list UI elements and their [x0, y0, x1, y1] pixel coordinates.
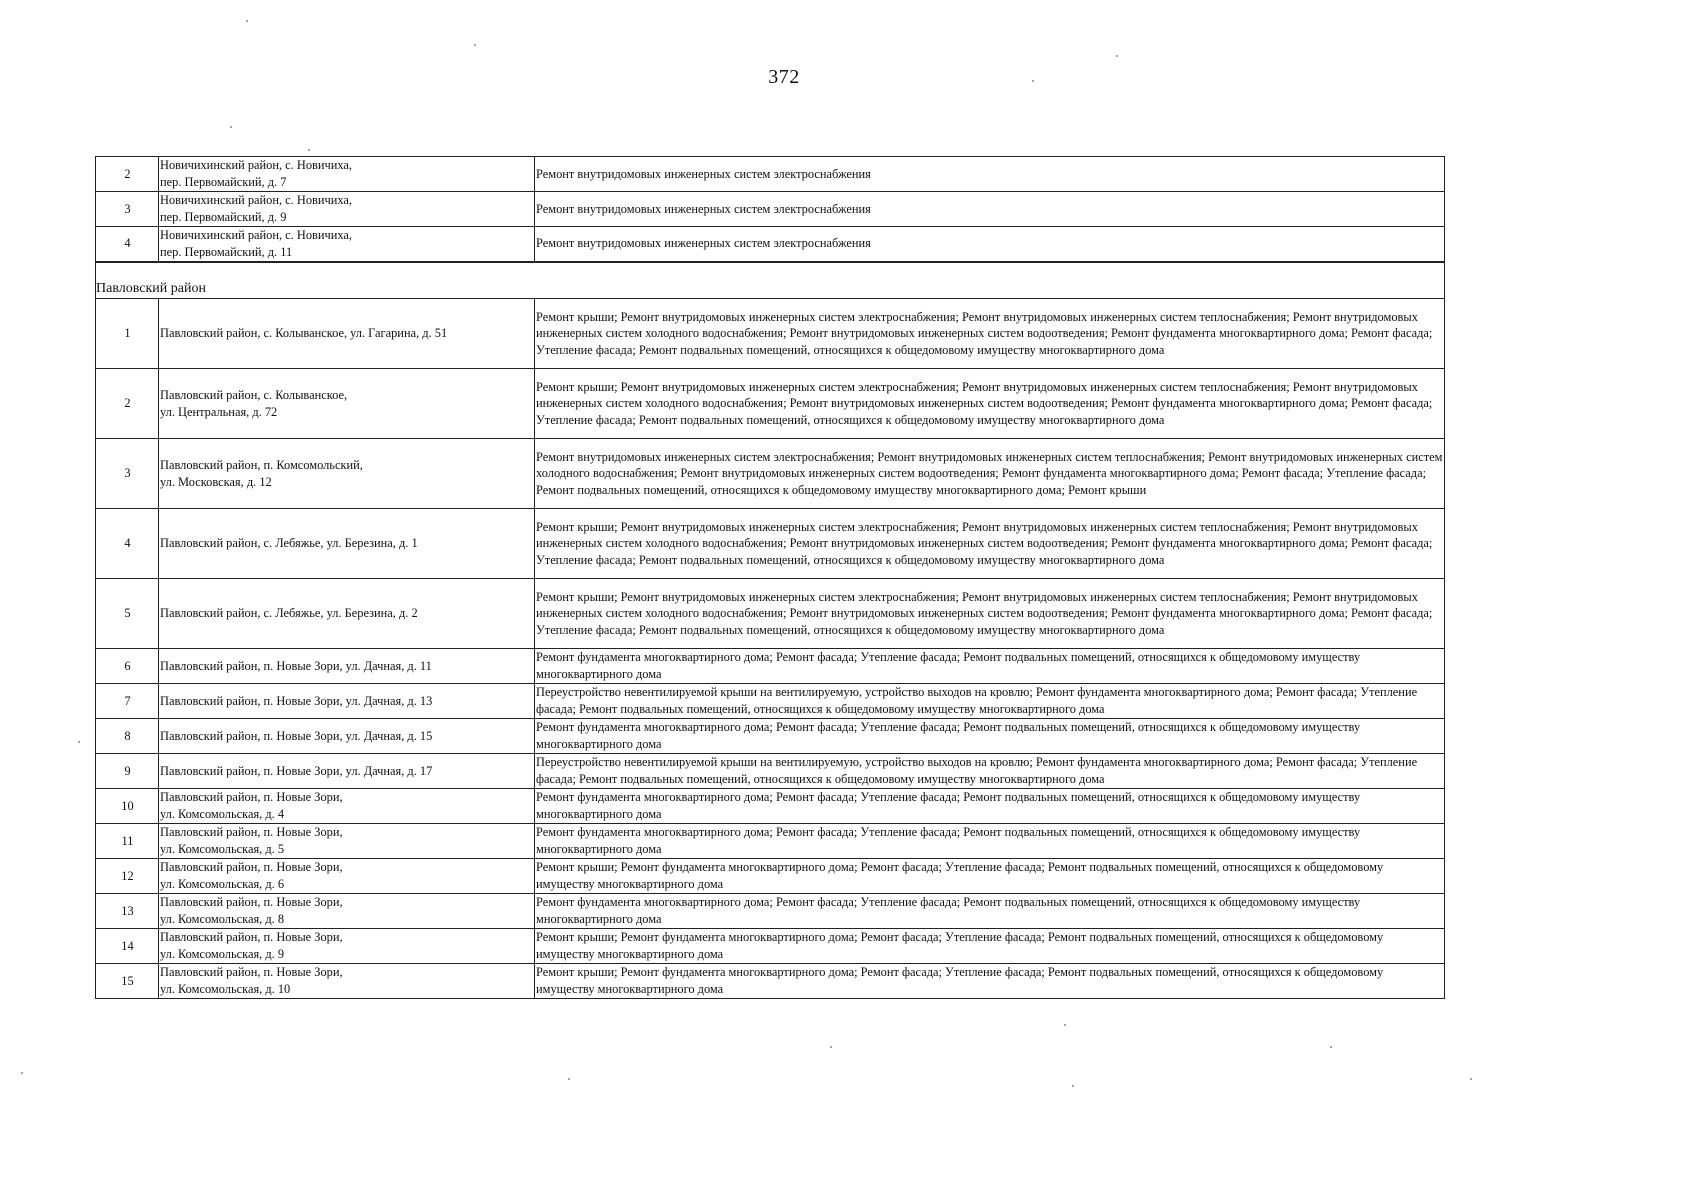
row-address: Павловский район, с. Лебяжье, ул. Березина, д. 2: [159, 579, 535, 649]
row-address: Павловский район, п. Новые Зори, ул. Дачная, д. 13: [159, 684, 535, 719]
scan-speck: [78, 741, 80, 743]
table-row: [96, 754, 1445, 789]
page-number: 372: [768, 66, 800, 88]
scan-speck: [1072, 1085, 1074, 1087]
table-row: [96, 824, 1445, 859]
table-row: [96, 719, 1445, 754]
table-row: [96, 579, 1445, 649]
row-works: Ремонт фундамента многоквартирного дома; Ремонт фасада; Утепление фасада; Ремонт подвальных помещений, относящихся к общедомовому имуществу многоквартирного дома: [535, 649, 1445, 684]
row-works: Переустройство невентилируемой крыши на вентилируемую, устройство выходов на кровлю; Ремонт фундамента многоквартирного дома; Ремонт фасада; Утепление фасада; Ремонт подвальных помещений, относящихся к общедомовому имуществу многоквартирного дома: [535, 684, 1445, 719]
row-works: Ремонт крыши; Ремонт фундамента многоквартирного дома; Ремонт фасада; Утепление фасада; Ремонт подвальных помещений, относящихся к общедомовому имуществу многоквартирного дома: [535, 859, 1445, 894]
row-works: Ремонт крыши; Ремонт внутридомовых инженерных систем электроснабжения; Ремонт внутридомовых инженерных систем теплоснабжения; Ремонт внутридомовых инженерных систем холодного водоснабжения; Ремонт внутридомовых инженерных систем водоотведения; Ремонт фундамента многоквартирного дома; Ремонт фасада; Утепление фасада; Ремонт подвальных помещений, относящихся к общедомовому имуществу многоквартирного дома: [535, 369, 1445, 439]
row-number: 11: [96, 824, 159, 859]
table-row: [96, 684, 1445, 719]
row-number: 13: [96, 894, 159, 929]
row-works: Ремонт фундамента многоквартирного дома; Ремонт фасада; Утепление фасада; Ремонт подвальных помещений, относящихся к общедомовому имуществу многоквартирного дома: [535, 894, 1445, 929]
row-works: Ремонт крыши; Ремонт внутридомовых инженерных систем электроснабжения; Ремонт внутридомовых инженерных систем теплоснабжения; Ремонт внутридомовых инженерных систем холодного водоснабжения; Ремонт внутридомовых инженерных систем водоотведения; Ремонт фундамента многоквартирного дома; Ремонт фасада; Утепление фасада; Ремонт подвальных помещений, относящихся к общедомовому имуществу многоквартирного дома: [535, 299, 1445, 369]
row-address: Павловский район, п. Комсомольский, ул. Московская, д. 12: [159, 439, 535, 509]
row-number: 14: [96, 929, 159, 964]
row-address: Павловский район, п. Новые Зори, ул. Комсомольская, д. 4: [159, 789, 535, 824]
table-row: [96, 439, 1445, 509]
row-works: Ремонт внутридомовых инженерных систем электроснабжения: [535, 227, 1445, 262]
row-address: Новичихинский район, с. Новичиха, пер. Первомайский, д. 11: [159, 227, 535, 262]
table-row: [96, 789, 1445, 824]
row-address: Павловский район, п. Новые Зори, ул. Дачная, д. 15: [159, 719, 535, 754]
row-address: Новичихинский район, с. Новичиха, пер. Первомайский, д. 9: [159, 192, 535, 227]
row-address: Павловский район, п. Новые Зори, ул. Дачная, д. 11: [159, 649, 535, 684]
scan-speck: [830, 1046, 832, 1048]
row-address: Павловский район, с. Колыванское, ул. Гагарина, д. 51: [159, 299, 535, 369]
scan-speck: [568, 1078, 570, 1080]
table-row: [96, 192, 1445, 227]
table-row: [96, 369, 1445, 439]
table-row: [96, 894, 1445, 929]
row-number: 4: [96, 509, 159, 579]
table-row: [96, 299, 1445, 369]
row-number: 9: [96, 754, 159, 789]
row-address: Павловский район, с. Лебяжье, ул. Березина, д. 1: [159, 509, 535, 579]
row-number: 6: [96, 649, 159, 684]
scan-speck: [1064, 1024, 1066, 1026]
scan-speck: [21, 1072, 23, 1074]
row-address: Павловский район, п. Новые Зори, ул. Дачная, д. 17: [159, 754, 535, 789]
table-row: [96, 929, 1445, 964]
row-works: Ремонт внутридомовых инженерных систем электроснабжения: [535, 192, 1445, 227]
scan-speck: [1330, 1046, 1332, 1048]
row-number: 4: [96, 227, 159, 262]
row-number: 2: [96, 157, 159, 192]
row-works: Переустройство невентилируемой крыши на вентилируемую, устройство выходов на кровлю; Ремонт фундамента многоквартирного дома; Ремонт фасада; Утепление фасада; Ремонт подвальных помещений, относящихся к общедомовому имуществу многоквартирного дома: [535, 754, 1445, 789]
row-number: 3: [96, 439, 159, 509]
scan-speck: [1470, 1078, 1472, 1080]
row-number: 5: [96, 579, 159, 649]
scan-speck: [308, 149, 310, 151]
scan-speck: [230, 126, 232, 128]
row-address: Павловский район, п. Новые Зори, ул. Комсомольская, д. 6: [159, 859, 535, 894]
repair-works-table: [95, 156, 1445, 999]
row-address: Новичихинский район, с. Новичиха, пер. Первомайский, д. 7: [159, 157, 535, 192]
row-number: 10: [96, 789, 159, 824]
row-number: 1: [96, 299, 159, 369]
scan-speck: [1032, 80, 1034, 82]
row-works: Ремонт крыши; Ремонт фундамента многоквартирного дома; Ремонт фасада; Утепление фасада; Ремонт подвальных помещений, относящихся к общедомовому имуществу многоквартирного дома: [535, 929, 1445, 964]
row-works: Ремонт крыши; Ремонт внутридомовых инженерных систем электроснабжения; Ремонт внутридомовых инженерных систем теплоснабжения; Ремонт внутридомовых инженерных систем холодного водоснабжения; Ремонт внутридомовых инженерных систем водоотведения; Ремонт фундамента многоквартирного дома; Ремонт фасада; Утепление фасада; Ремонт подвальных помещений, относящихся к общедомовому имуществу многоквартирного дома: [535, 509, 1445, 579]
row-number: 12: [96, 859, 159, 894]
table-row: [96, 509, 1445, 579]
table-row: [96, 227, 1445, 262]
table-row: [96, 859, 1445, 894]
scan-speck: [474, 44, 476, 46]
district-title: Павловский район: [96, 262, 1445, 299]
scan-speck: [1116, 55, 1118, 57]
row-address: Павловский район, п. Новые Зори, ул. Комсомольская, д. 8: [159, 894, 535, 929]
row-works: Ремонт фундамента многоквартирного дома; Ремонт фасада; Утепление фасада; Ремонт подвальных помещений, относящихся к общедомовому имуществу многоквартирного дома: [535, 789, 1445, 824]
row-address: Павловский район, п. Новые Зори, ул. Комсомольская, д. 10: [159, 964, 535, 999]
row-number: 2: [96, 369, 159, 439]
table-row: [96, 157, 1445, 192]
row-works: Ремонт фундамента многоквартирного дома; Ремонт фасада; Утепление фасада; Ремонт подвальных помещений, относящихся к общедомовому имуществу многоквартирного дома: [535, 824, 1445, 859]
district-header-row: [96, 262, 1445, 299]
row-address: Павловский район, п. Новые Зори, ул. Комсомольская, д. 5: [159, 824, 535, 859]
row-works: Ремонт крыши; Ремонт фундамента многоквартирного дома; Ремонт фасада; Утепление фасада; Ремонт подвальных помещений, относящихся к общедомовому имуществу многоквартирного дома: [535, 964, 1445, 999]
row-address: Павловский район, п. Новые Зори, ул. Комсомольская, д. 9: [159, 929, 535, 964]
table-row: [96, 649, 1445, 684]
row-works: Ремонт крыши; Ремонт внутридомовых инженерных систем электроснабжения; Ремонт внутридомовых инженерных систем теплоснабжения; Ремонт внутридомовых инженерных систем холодного водоснабжения; Ремонт внутридомовых инженерных систем водоотведения; Ремонт фундамента многоквартирного дома; Ремонт фасада; Утепление фасада; Ремонт подвальных помещений, относящихся к общедомовому имуществу многоквартирного дома: [535, 579, 1445, 649]
row-works: Ремонт внутридомовых инженерных систем электроснабжения; Ремонт внутридомовых инженерных систем теплоснабжения; Ремонт внутридомовых инженерных систем холодного водоснабжения; Ремонт внутридомовых инженерных систем водоотведения; Ремонт фундамента многоквартирного дома; Ремонт фасада; Утепление фасада; Ремонт подвальных помещений, относящихся к общедомовому имуществу многоквартирного дома; Ремонт крыши: [535, 439, 1445, 509]
scan-speck: [246, 20, 248, 22]
table-row: [96, 964, 1445, 999]
row-number: 7: [96, 684, 159, 719]
row-works: Ремонт внутридомовых инженерных систем электроснабжения: [535, 157, 1445, 192]
row-address: Павловский район, с. Колыванское, ул. Центральная, д. 72: [159, 369, 535, 439]
row-works: Ремонт фундамента многоквартирного дома; Ремонт фасада; Утепление фасада; Ремонт подвальных помещений, относящихся к общедомовому имуществу многоквартирного дома: [535, 719, 1445, 754]
row-number: 15: [96, 964, 159, 999]
row-number: 3: [96, 192, 159, 227]
row-number: 8: [96, 719, 159, 754]
